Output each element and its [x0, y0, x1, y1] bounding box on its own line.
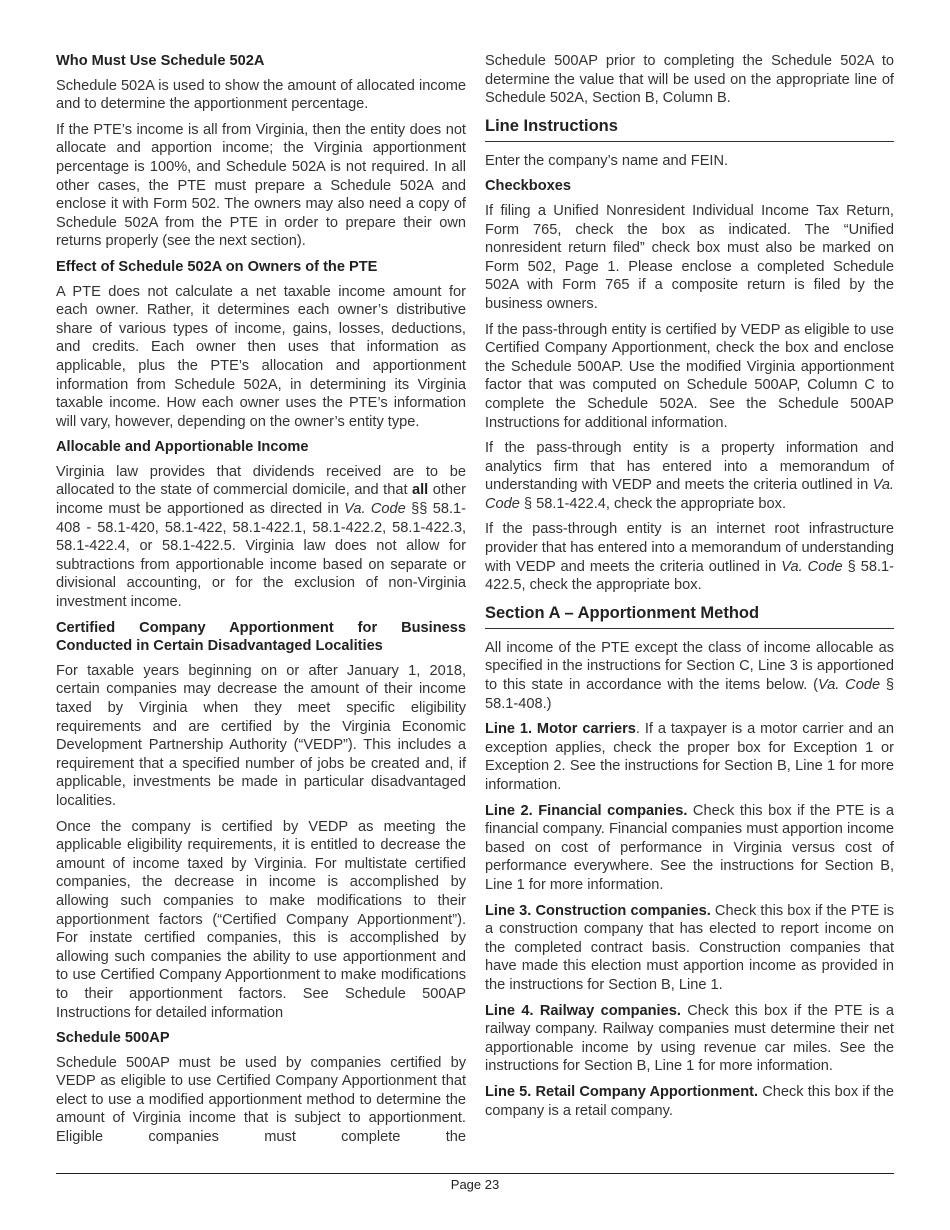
paragraph: Schedule 500AP prior to completing the Schedule 502A to determine the value that will be used on the appropriate line of Schedule 502A, Section B, Column B.: [485, 53, 894, 107]
paragraph: If filing a Unified Nonresident Individual Income Tax Return, Form 765, check the box as indicated. The “Unified nonresident return filed” check box must also be marked on Form 502, Page 1. Please enclose a completed Schedule 502A with Form 765 if a composite return is filed by the business owners.: [485, 202, 894, 312]
heading-effect-on-owners: Effect of Schedule 502A on Owners of the PTE: [56, 258, 378, 275]
page-number: Page 23: [450, 1177, 500, 1192]
line-5-retail: Line 5. Retail Company Apportionment. Check this box if the company is a retail company.: [485, 1083, 894, 1119]
heading-line-instructions: Line Instructions: [485, 116, 894, 142]
paragraph: Once the company is certified by VEDP as meeting the applicable eligibility requirements, it is entitled to decrease the amount of income taxed by Virginia. For multistate certified companies, the decrease in income is accomplished by allowing such companies to make modifications to their apportionment factors (“Certified Company Apportionment”). For instate certified companies, this is accomplished by allowing such companies the ability to use apportionment and to use Certified Company Apportionment to make modifications to their apportionment factors. See Schedule 500AP Instructions for detailed information: [56, 818, 466, 1021]
line-4-railway: Line 4. Railway companies. Check this box if the PTE is a railway company. Railway companies must determine their net apportionable income by using revenue car miles. See the instructions for Section B, Line 1 for more information.: [485, 1002, 894, 1075]
footer-divider: [56, 1173, 894, 1174]
heading-who-must-use: Who Must Use Schedule 502A: [56, 53, 265, 69]
paragraph: Enter the company’s name and FEIN.: [485, 152, 729, 169]
line-2-financial: Line 2. Financial companies. Check this box if the PTE is a financial company. Financial companies must apportion income based on cost of performance in Virginia versus cost of performance everywhere. See the instructions for Section B, Line 1 for more information.: [485, 802, 894, 893]
paragraph: If the pass-through entity is a property information and analytics firm that has entered into a memorandum of understanding with VEDP and meets the criteria outlined in Va. Code § 58.1-422.4, check the appropriate box.: [485, 440, 894, 512]
heading-checkboxes: Checkboxes: [485, 178, 571, 195]
paragraph: All income of the PTE except the class of income allocable as specified in the instructions for Section C, Line 3 is apportioned to this state in accordance with the items below. (Va. Code § 58.1-408.): [485, 639, 895, 712]
heading-schedule-500ap: Schedule 500AP: [56, 1030, 170, 1047]
paragraph: For taxable years beginning on or after January 1, 2018, certain companies may decrease the amount of their income taxed by Virginia when they meet specific eligibility requirements and are certified by the Virginia Economic Development Partnership Authority (“VEDP”). This includes a requirement that a specified number of jobs be created and, if applicable, investments be made in particular disadvantaged localities.: [56, 662, 466, 809]
paragraph: If the PTE’s income is all from Virginia, then the entity does not allocate and apportion income; the Virginia apportionment percentage is 100%, and Schedule 502A is not required. In all other cases, the PTE must prepare a Schedule 502A and enclose it with Form 502. The owners may also need a copy of Schedule 502A from the PTE in order to prepare their own returns properly (see the next section).: [56, 121, 466, 250]
paragraph: If the pass-through entity is certified by VEDP as eligible to use Certified Company Apportionment, check the box and enclose the Schedule 500AP. Use the modified Virginia apportionment factor that was computed on Schedule 500AP, Column C to complete the Schedule 502A. See the Schedule 500AP Instructions for additional information.: [485, 321, 894, 431]
line-1-motor-carriers: Line 1. Motor carriers. If a taxpayer is a motor carrier and an exception applies, check the proper box for Exception 1 or Exception 2. See the instructions for Section B, Line 1 for more information.: [485, 721, 894, 793]
heading-certified-company: Certified Company Apportionment for Business Conducted in Certain Disadvantaged Localities: [56, 619, 466, 655]
heading-allocable-income: Allocable and Apportionable Income: [56, 439, 309, 456]
right-column: [485, 52, 894, 1127]
heading-section-a: Section A – Apportionment Method: [485, 603, 894, 629]
paragraph: A PTE does not calculate a net taxable income amount for each owner. Rather, it determines each owner’s distributive share of various types of income, gains, losses, deductions, and credits. Each owner then uses that information as applicable, plus the PTE’s allocation and apportionment information from Schedule 502A, in determining its Virginia taxable income. How each owner uses the PTE’s information will vary, however, depending on the owner’s entity type.: [56, 283, 466, 430]
left-column: [56, 52, 466, 1154]
paragraph: If the pass-through entity is an internet root infrastructure provider that has entered into a memorandum of understanding with VEDP and meets the criteria outlined in Va. Code § 58.1-422.5, check the appropriate box.: [485, 521, 894, 594]
paragraph: Schedule 500AP must be used by companies certified by VEDP as eligible to use Certified Company Apportionment that elect to use a modified apportionment method to determine the amount of Virginia income that is subject to apportionment. Eligible companies must complete the: [56, 1054, 466, 1146]
paragraph: Schedule 502A is used to show the amount of allocated income and to determine the apportionment percentage.: [56, 77, 466, 113]
line-3-construction: Line 3. Construction companies. Check this box if the PTE is a construction company that has elected to report income on the completed contract basis. Construction companies that have made this election must apportion income as provided in the instructions for Section B, Line 1.: [485, 902, 894, 993]
paragraph: Virginia law provides that dividends received are to be allocated to the state of commercial domicile, and that all other income must be apportioned as directed in Va. Code §§ 58.1-408 - 58.1-420, 58.1-422, 58.1-422.1, 58.1-422.2, 58.1-422.3, 58.1-422.4, or 58.1-422.5. Virginia law does not allow for subtractions from apportionable income based on separate or divisional accounting, or for the exclusion of non-Virginia investment income.: [56, 463, 466, 611]
